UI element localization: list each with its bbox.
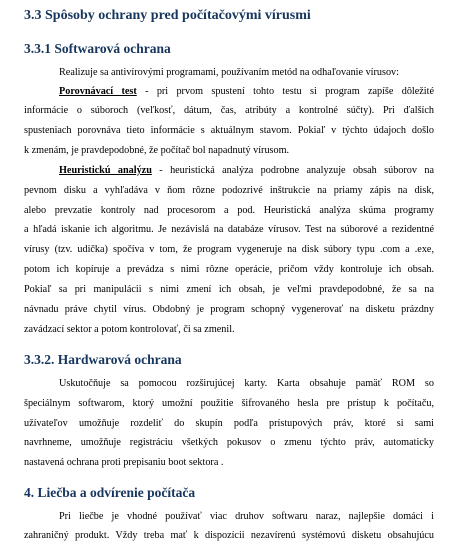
hw-line2: špeciálnym softwarom, ktorý umožní použitie šifrovaného hesla pre prístup k počítaču, [24, 398, 434, 409]
p2-line6: potom ich kopíruje a prevádza s nimi rôzne operácie, pričom vždy kontroluje ich obsah. [24, 264, 434, 275]
subsection-title-hardware: 3.3.2. Hardwarová ochrana [24, 352, 182, 367]
p2-line4: a hľadá iskanie ich algoritmu. Je nezávislá na databáze vírusov. Test na súborové a rezidentné [24, 224, 434, 235]
p1-line1 [59, 86, 434, 98]
section-title-liecba: 4. Liečba a odvírenie počítača [24, 485, 196, 500]
p2-line8: návnadu práve chytil vírus. Obdobný je program schopný vygenerovať na disketu prázdny [24, 304, 434, 315]
p2-line3: alebo prevzatie kontroly nad procesorom a pod. Heuristická analýza skúma programy [24, 205, 434, 216]
hw-line5: nastavená ochrana proti prepisaniu boot sektora . [24, 457, 224, 468]
subsection-title-software: 3.3.1 Softwarová ochrana [24, 41, 171, 56]
p1-line3: spusteniach porovnáva tieto informácie s aktuálnym stavom. Pokiaľ v týchto údajoch došlo [24, 125, 434, 136]
p2-line1 [59, 165, 434, 177]
term-heuristicka-analyza: Heuristickú analýzu [59, 165, 152, 176]
software-intro: Realizuje sa antivírovými programami, používaním metód na odhaľovanie vírusov: [59, 67, 399, 78]
p2-line5: vírusy (tzv. udička) spočíva v tom, že program vygeneruje na disk súbory typu .com a .exe, [24, 244, 434, 255]
p2-line7: Pokiaľ sa pri manipulácii s nimi zmení ich obsah, je veľmi pravdepodobné, že sa na [24, 284, 434, 295]
liecba-line1: Pri liečbe je vhodné používať viac druhov softwaru naraz, najlepšie domáci i [59, 511, 434, 522]
p1-line4: k zmenám, je pravdepodobné, že počítač bol napadnutý vírusom. [24, 145, 290, 156]
p2-line2: pevnom disku a vyhľadáva v ňom rôzne podozrivé inštrukcie na priamy zápis na disk, [24, 185, 434, 196]
p2-line1-rest: - heuristická analýza podrobne analyzuje obsah súborov na [151, 165, 434, 176]
p1-line2: informácie o súboroch (veľkosť, dátum, čas, atribúty a kontrolné súčty). Pri ďalších [24, 105, 434, 116]
term-porovnavaci-test: Porovnávací test [59, 86, 137, 97]
hw-line4: navrhneme, umožňuje registráciu všetkých pokusov o zmenu týchto práv, automaticky [24, 437, 434, 448]
hw-line3: užívateľov umožňuje rozdeliť do skupín podľa prístupových práv, ktoré si sami [24, 418, 434, 429]
p2-line9: zavádzací sektor a potom kontrolovať, či sa zmenil. [24, 324, 235, 335]
liecba-line2: zahraničný produkt. Vždy treba mať k dispozícii nezavírenú systémovú disketu obsahujúcu [24, 530, 434, 541]
p1-line1-rest: - pri prvom spustení tohto testu si program zapíše dôležité [136, 86, 434, 97]
hw-line1: Uskutočňuje sa pomocou rozširujúcej karty. Karta obsahuje pamäť ROM so [59, 378, 434, 389]
section-title: 3.3 Spôsoby ochrany pred počítačovými vírusmi [24, 8, 311, 23]
